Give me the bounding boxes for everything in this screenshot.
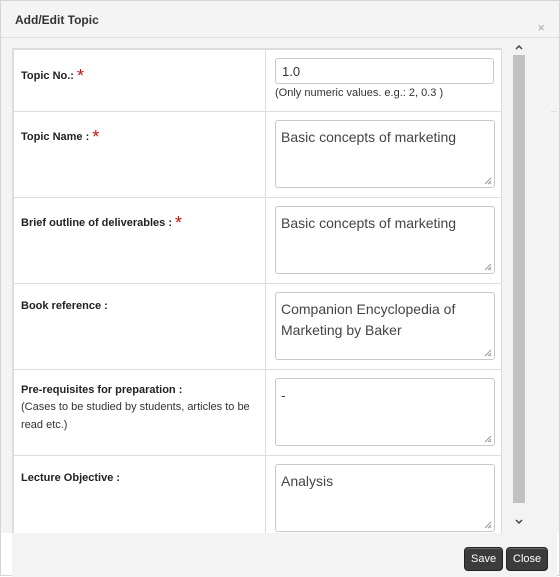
resize-grip-icon[interactable] — [484, 349, 492, 357]
book-reference-value: Companion Encyclopedia of Marketing by Baker — [281, 301, 460, 338]
form-row-book-reference — [14, 284, 502, 370]
topic-no-hint: (Only numeric values. e.g.: 2, 0.3 ) — [275, 87, 444, 99]
prerequisites-textarea[interactable] — [275, 378, 495, 446]
chevron-down-icon[interactable] — [514, 516, 524, 528]
required-marker: * — [174, 213, 182, 233]
resize-grip-icon[interactable] — [484, 263, 492, 271]
dialog-title: Add/Edit Topic — [15, 13, 99, 27]
lecture-objective-value: Analysis — [281, 473, 334, 489]
topic-name-label: Topic Name : — [21, 131, 90, 143]
close-icon[interactable]: × — [537, 20, 545, 35]
topic-no-input[interactable]: 1.0 — [275, 58, 494, 84]
dialog-body — [1, 38, 559, 533]
form-row-brief-outline — [14, 198, 502, 284]
dialog-footer — [12, 533, 557, 577]
resize-grip-icon[interactable] — [484, 177, 492, 185]
book-reference-label: Book reference : — [21, 300, 108, 312]
prerequisites-value: - — [281, 387, 286, 403]
topic-form-table — [13, 49, 502, 534]
save-button[interactable]: Save — [464, 547, 503, 571]
dialog-titlebar — [1, 1, 559, 38]
vertical-scrollbar[interactable] — [512, 39, 526, 522]
prerequisites-label: Pre-requisites for preparation : — [21, 384, 183, 396]
form-row-lecture-objective — [14, 456, 502, 535]
divider — [551, 111, 557, 112]
lecture-objective-label: Lecture Objective : — [21, 472, 121, 484]
topic-name-value: Basic concepts of marketing — [281, 129, 457, 145]
brief-outline-label: Brief outline of deliverables : — [21, 217, 172, 229]
form-container[interactable] — [12, 48, 502, 534]
form-row-topic-no — [14, 50, 502, 112]
close-button[interactable]: Close — [506, 547, 548, 571]
brief-outline-value: Basic concepts of marketing — [281, 215, 457, 231]
prerequisites-sublabel: (Cases to be studied by students, articles to be read etc.) — [21, 401, 250, 431]
topic-no-label: Topic No.: — [21, 70, 74, 82]
chevron-up-icon[interactable] — [514, 41, 524, 53]
form-row-prerequisites — [14, 370, 502, 456]
lecture-objective-textarea[interactable] — [275, 464, 495, 532]
resize-grip-icon[interactable] — [484, 521, 492, 529]
required-marker: * — [76, 66, 84, 86]
form-row-topic-name — [14, 112, 502, 198]
brief-outline-textarea[interactable] — [275, 206, 495, 274]
book-reference-textarea[interactable] — [275, 292, 495, 360]
resize-grip-icon[interactable] — [484, 435, 492, 443]
topic-name-textarea[interactable] — [275, 120, 495, 188]
required-marker: * — [92, 127, 100, 147]
scrollbar-thumb[interactable] — [513, 55, 525, 503]
